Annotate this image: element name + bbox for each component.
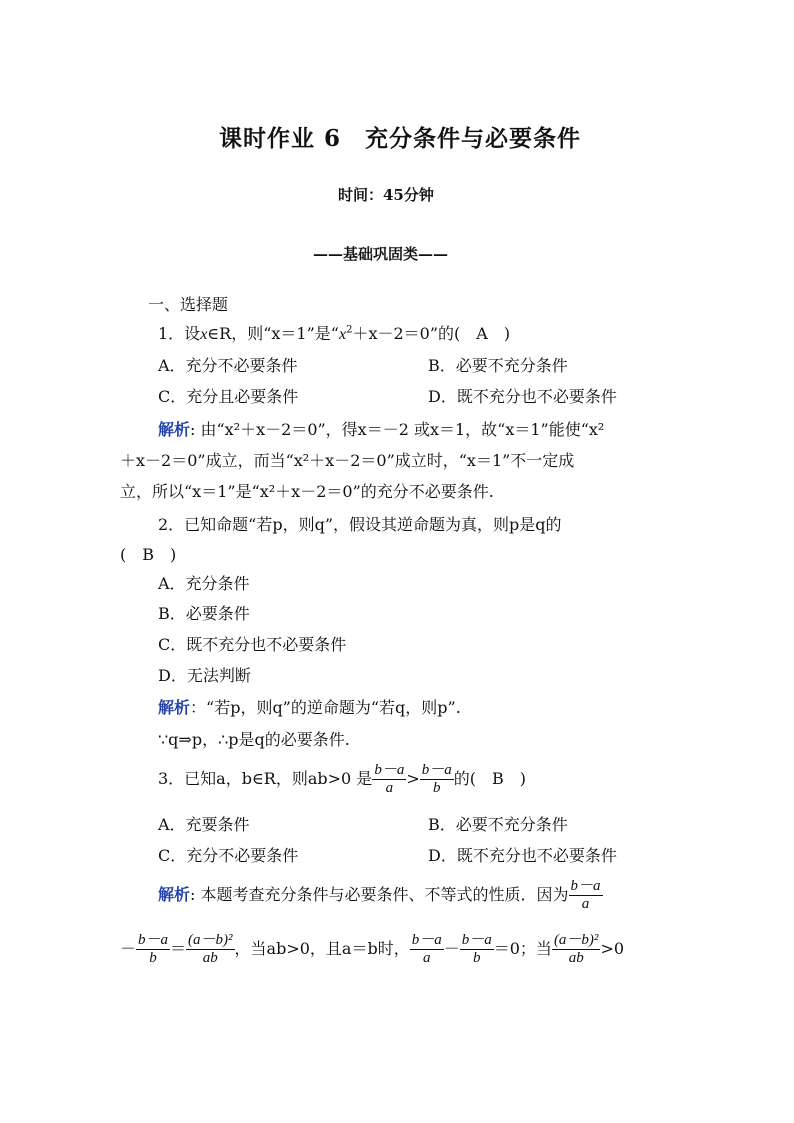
q2-analysis-label: 解析 xyxy=(158,698,191,717)
q3-analysis-line-1 xyxy=(158,878,603,913)
q2-option-a: A．充分条件 xyxy=(158,574,250,593)
q3-stem-start: 3．已知a，b∈R，则ab>0 是 xyxy=(158,769,373,788)
q3-fraction-1 xyxy=(372,762,406,797)
question-1-stem xyxy=(158,323,510,346)
q1-option-a: A．充分不必要条件 xyxy=(158,356,298,375)
q3-text-when: ，当ab>0，且a＝b时， xyxy=(234,939,410,958)
q1-cond1: x＝1 xyxy=(271,324,307,343)
q1-in-r: ∈R，则“ xyxy=(207,324,272,343)
q3-text-zero: ＝0；当 xyxy=(493,939,552,958)
q2-option-c: C．既不充分也不必要条件 xyxy=(158,635,347,654)
q3-option-b: B．必要不充分条件 xyxy=(428,815,568,834)
q3-fraction-2 xyxy=(420,762,454,797)
question-2-answer: ( B ) xyxy=(120,545,177,564)
time-limit: 时间：45分钟 xyxy=(338,186,434,204)
page-title: 课时作业 6 充分条件与必要条件 xyxy=(219,125,582,152)
question-2-stem: 2．已知命题“若p，则q”，假设其逆命题为真，则p是q的 xyxy=(158,515,562,534)
q3-equals-sign: ＝ xyxy=(170,939,187,958)
q1-analysis-text-1: : 由“x²＋x－2＝0”，得x＝－2 或x＝1，故“x＝1”能使“x² xyxy=(190,420,605,439)
q1-cond2-exp: 2 xyxy=(346,324,353,336)
q3-analysis-fraction-2 xyxy=(136,932,170,967)
q3-text-gt0: >0 xyxy=(600,939,625,958)
question-3-stem xyxy=(158,762,526,797)
q1-stem-end: ”的( A ) xyxy=(429,324,511,343)
q3-af1-numerator: b－a xyxy=(570,878,601,894)
q3-fraction-1-denominator: a xyxy=(385,780,394,796)
q3-analysis-fraction-6 xyxy=(552,932,601,967)
q3-af4-denominator: a xyxy=(422,950,431,966)
q3-af6-numerator: (a－b)² xyxy=(553,932,599,948)
q1-analysis-line-2: ＋x－2＝0”成立，而当“x²＋x－2＝0”成立时，“x＝1”不一定成 xyxy=(120,451,575,470)
q3-fraction-2-denominator: b xyxy=(432,780,441,796)
q3-fraction-1-numerator: b－a xyxy=(374,762,405,778)
q3-analysis-fraction-5 xyxy=(460,932,494,967)
q3-analysis-fraction-4 xyxy=(410,932,444,967)
q3-analysis-fraction-1 xyxy=(569,878,603,913)
q3-fraction-2-numerator: b－a xyxy=(421,762,452,778)
q1-var-x: x xyxy=(200,326,208,343)
q3-analysis-line-2 xyxy=(120,932,624,967)
q2-analysis-line-1 xyxy=(158,697,461,719)
section-heading: 一、选择题 xyxy=(148,295,229,314)
q2-analysis-line-2: ∵q⇒p，∴p是q的必要条件. xyxy=(158,730,350,749)
q3-option-a: A．充要条件 xyxy=(158,815,250,834)
q3-af5-denominator: b xyxy=(472,950,481,966)
q3-af6-denominator: ab xyxy=(568,950,584,966)
q3-af3-numerator: (a－b)² xyxy=(188,932,233,948)
q1-analysis-label: 解析 xyxy=(158,420,191,439)
q1-option-d: D．既不充分也不必要条件 xyxy=(428,387,617,406)
q3-minus-sign: － xyxy=(120,939,137,958)
q1-analysis-line-3: 立，所以“x＝1”是“x²＋x－2＝0”的充分不必要条件. xyxy=(120,482,494,501)
q2-option-d: D．无法判断 xyxy=(158,666,251,685)
q3-analysis-label: 解析 xyxy=(158,885,191,904)
q3-af2-denominator: b xyxy=(149,950,157,966)
q3-minus-sign-2: － xyxy=(443,939,460,958)
q1-option-b: B．必要不充分条件 xyxy=(428,356,568,375)
q3-stem-end: 的( B ) xyxy=(453,769,526,788)
q1-stem-start: 1．设 xyxy=(158,324,201,343)
q2-analysis-text-1: ：“若p，则q”的逆命题为“若q，则p”. xyxy=(190,698,461,717)
q3-af3-denominator: ab xyxy=(202,950,218,966)
category-heading: ——基础巩固类—— xyxy=(313,245,449,263)
q3-af5-numerator: b－a xyxy=(461,932,492,948)
q1-analysis-line-1 xyxy=(158,419,604,441)
q3-analysis-text-1: : 本题考查充分条件与必要条件、不等式的性质．因为 xyxy=(190,885,569,904)
q2-option-b: B．必要条件 xyxy=(158,604,250,623)
q3-option-c: C．充分不必要条件 xyxy=(158,846,299,865)
q3-af2-numerator: b－a xyxy=(138,932,169,948)
q3-option-d: D．既不充分也不必要条件 xyxy=(428,846,617,865)
q3-analysis-fraction-3 xyxy=(186,932,235,967)
q1-mid: ”是“ xyxy=(306,324,339,343)
q3-af1-denominator: a xyxy=(581,896,590,912)
q1-cond2-rest: ＋x－2＝0 xyxy=(352,324,430,343)
q1-option-c: C．充分且必要条件 xyxy=(158,387,299,406)
q3-greater-than: > xyxy=(406,769,420,788)
q3-af4-numerator: b－a xyxy=(411,932,442,948)
q1-cond2-x: x xyxy=(338,326,347,343)
